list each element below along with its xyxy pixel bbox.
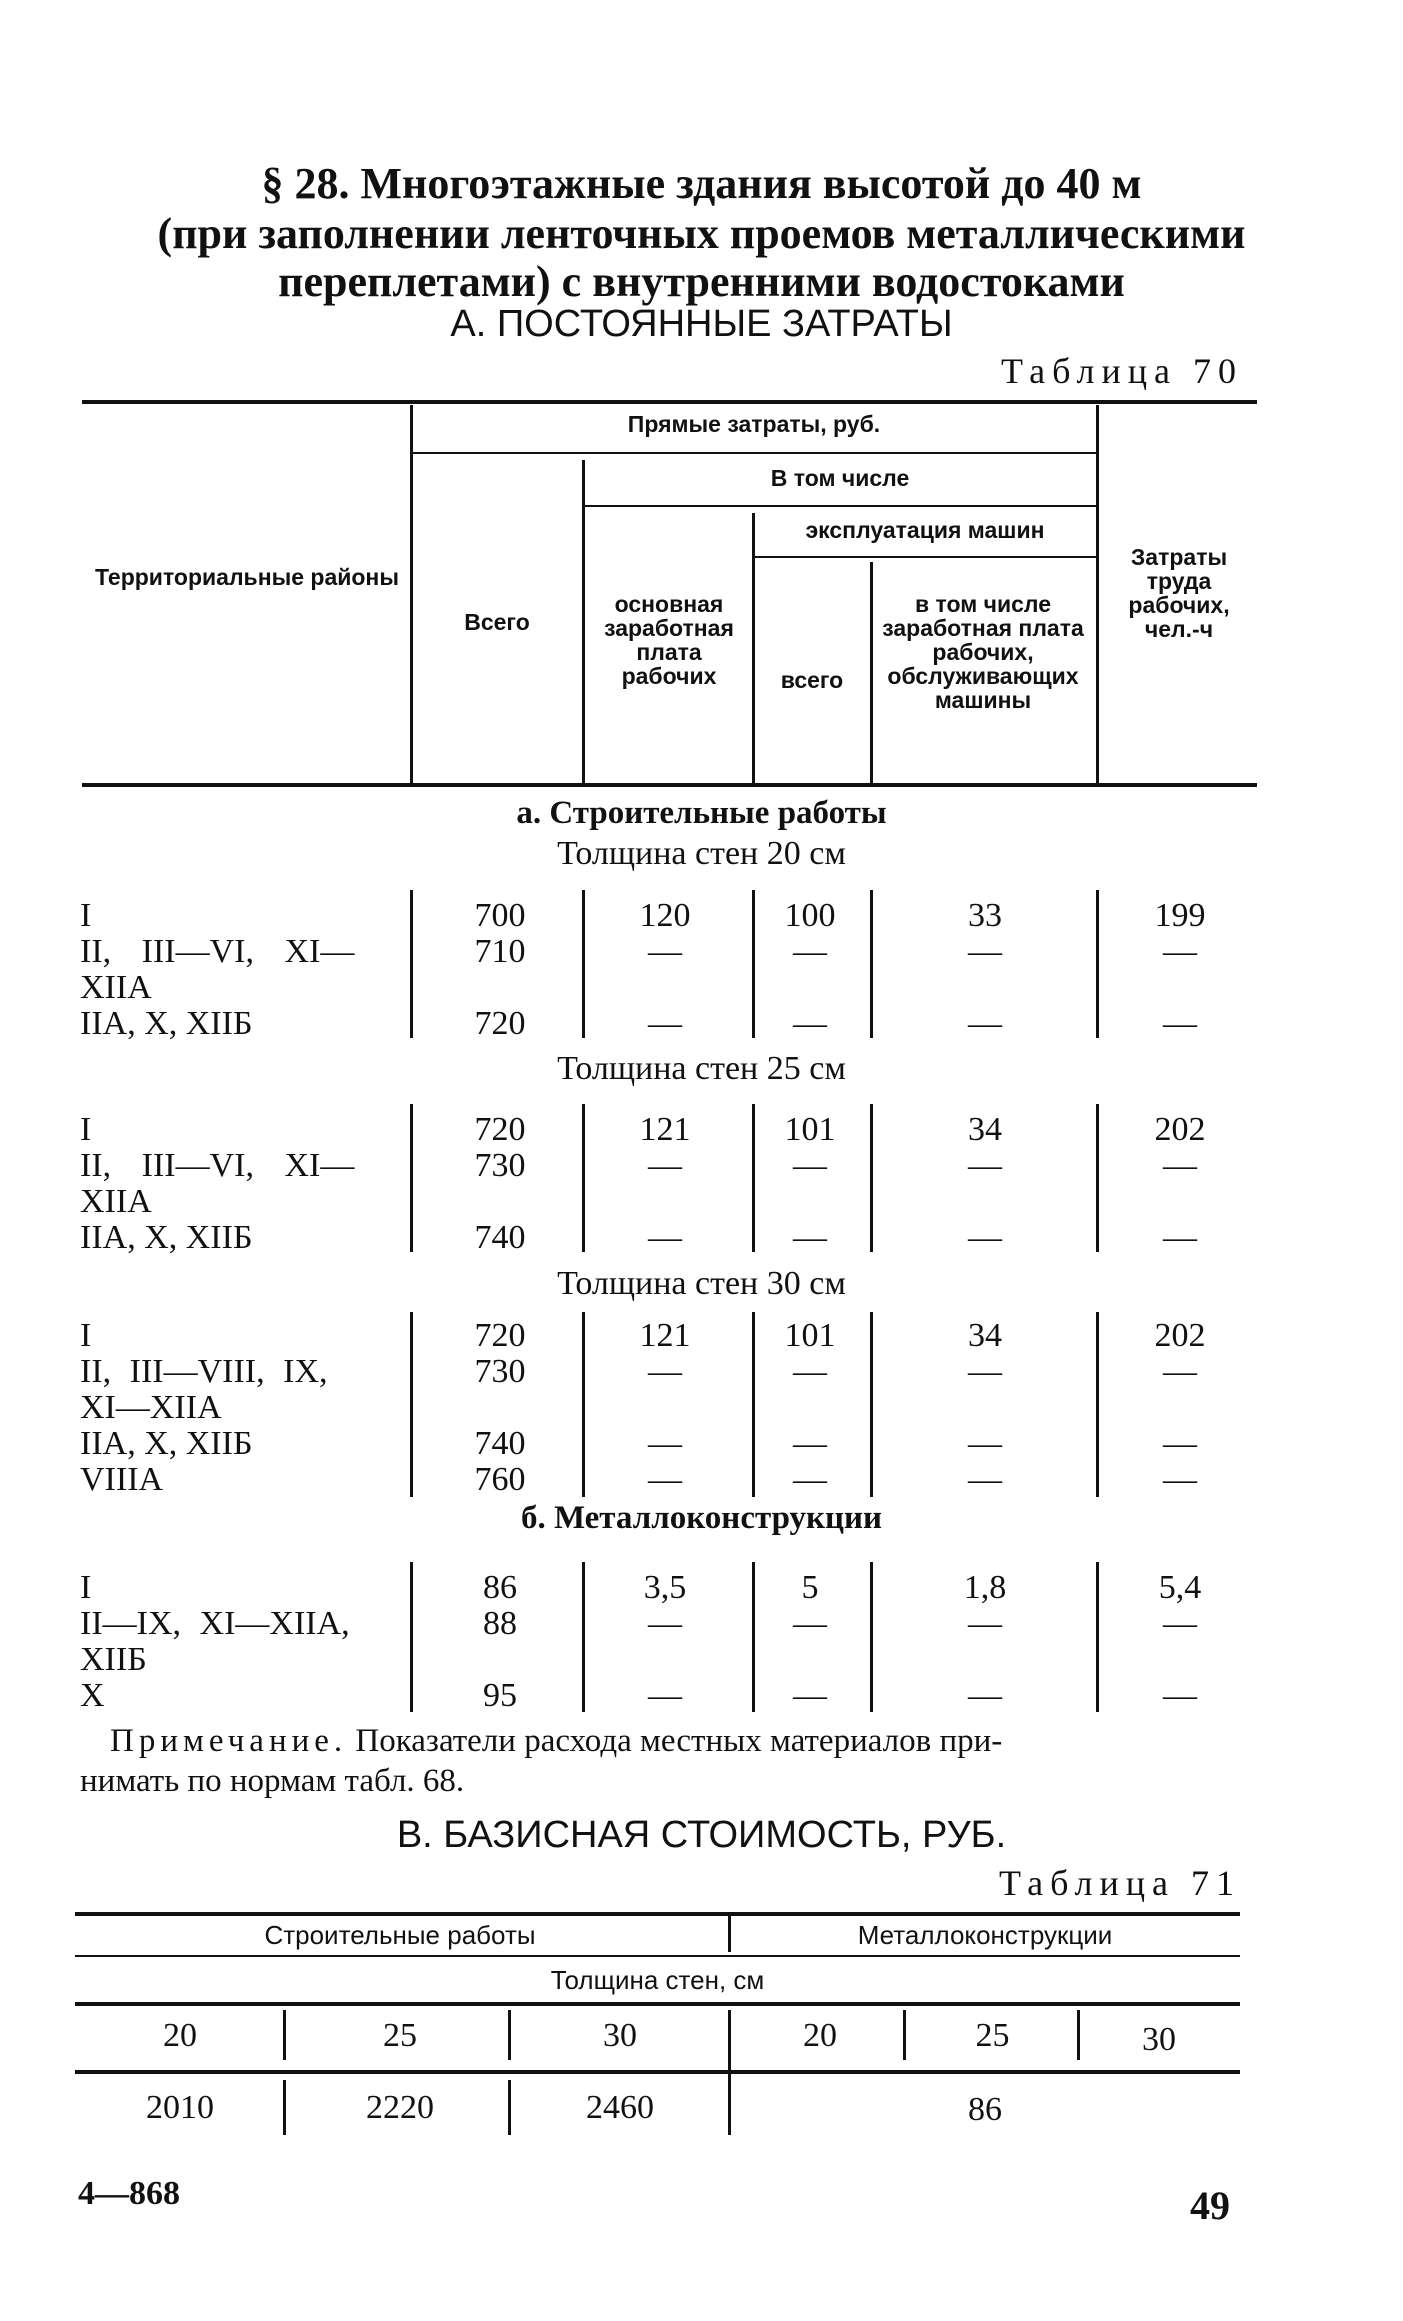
labor-value: — [1163, 1677, 1197, 1714]
header-rule [584, 505, 1096, 507]
region-name: XI—XIIА [80, 1389, 222, 1426]
header-machine-operation: эксплуатация машин [805, 517, 1045, 543]
total-value: 760 [474, 1461, 526, 1498]
total-value: 740 [474, 1425, 526, 1462]
section-title-line2: (при заполнении ленточных проемов металлическими [157, 209, 1246, 258]
subsection-title-b: В. БАЗИСНАЯ СТОИМОСТЬ, РУБ. [396, 1814, 1007, 1856]
col-divider [870, 1312, 873, 1497]
labor-value: — [1163, 1005, 1197, 1042]
machine-wage-value: — [968, 933, 1002, 970]
header-rule [754, 556, 1096, 558]
value-25: 2220 [366, 2089, 434, 2126]
total-value: 720 [474, 1317, 526, 1354]
machine-total-value: 101 [784, 1317, 836, 1354]
machine-total-value: 100 [784, 897, 836, 934]
total-value: 730 [474, 1147, 526, 1184]
machine-total-value: — [793, 1353, 827, 1390]
col-divider [870, 1562, 873, 1712]
value-metal: 86 [968, 2091, 1002, 2128]
header-including: В том числе [770, 465, 910, 491]
region-name: XIIА [80, 969, 152, 1006]
machine-wage-value: — [968, 1605, 1002, 1642]
machine-total-value: — [793, 1219, 827, 1256]
header-rule [75, 2070, 1240, 2074]
total-value: 88 [483, 1605, 517, 1642]
labor-value: — [1163, 1425, 1197, 1462]
region-name: XIIА [80, 1183, 152, 1220]
col-divider [410, 405, 413, 783]
col-divider [870, 890, 873, 1038]
region-name: I [80, 1317, 92, 1354]
col-metal-20: 20 [803, 2017, 837, 2054]
table-70-label: Таблица 70 [1001, 351, 1243, 391]
col-divider [752, 513, 755, 783]
total-value: 95 [483, 1677, 517, 1714]
col-divider [903, 2010, 906, 2060]
base-wage-value: — [648, 1147, 682, 1184]
labor-value: — [1163, 1219, 1197, 1256]
region-name: I [80, 1111, 92, 1148]
base-wage-value: — [648, 1461, 682, 1498]
region-name: I [80, 1569, 92, 1606]
col-25: 25 [383, 2017, 417, 2054]
region-name: IIА, X, XIIБ [80, 1005, 253, 1042]
machine-total-value: — [793, 1425, 827, 1462]
labor-value: 202 [1154, 1111, 1206, 1148]
col-divider [410, 890, 413, 1038]
col-divider [410, 1104, 413, 1252]
col-divider [1096, 405, 1099, 783]
header-direct-costs: Прямые затраты, руб. [627, 411, 881, 437]
base-wage-value: 121 [639, 1317, 691, 1354]
section-metal: б. Металлоконструкции [520, 1500, 883, 1536]
header-construction: Строительные работы [264, 1920, 536, 1950]
table-rule [82, 783, 1257, 787]
col-divider [870, 1104, 873, 1252]
section-title-line3: переплетами) с внутренними водостоками [278, 257, 1125, 306]
machine-total-value: — [793, 1147, 827, 1184]
machine-total-value: — [793, 933, 827, 970]
machine-wage-value: — [968, 1005, 1002, 1042]
header-machine-wage: в том числе заработная плата рабочих, обслуживающих машины [882, 591, 1084, 713]
base-wage-value: — [648, 1353, 682, 1390]
labor-value: — [1163, 1147, 1197, 1184]
machine-wage-value: — [968, 1461, 1002, 1498]
col-divider [728, 1914, 731, 1952]
col-divider [582, 1312, 585, 1497]
header-base-wage: основная заработная плата рабочих [604, 591, 734, 689]
col-divider [582, 890, 585, 1038]
col-divider [1096, 1104, 1099, 1252]
machine-wage-value: — [968, 1219, 1002, 1256]
base-wage-value: — [648, 1005, 682, 1042]
machine-wage-value: — [968, 1147, 1002, 1184]
machine-total-value: 5 [801, 1569, 819, 1606]
machine-total-value: — [793, 1677, 827, 1714]
labor-value: — [1163, 1461, 1197, 1498]
machine-wage-value: 34 [968, 1317, 1002, 1354]
machine-total-value: — [793, 1005, 827, 1042]
machine-total-value: 101 [784, 1111, 836, 1148]
header-total: Всего [464, 609, 530, 635]
machine-total-value: — [793, 1461, 827, 1498]
region-name: IIА, X, XIIБ [80, 1219, 253, 1256]
value-20: 2010 [146, 2089, 214, 2126]
header-thickness: Толщина стен, см [550, 1965, 765, 1995]
col-divider [582, 1562, 585, 1712]
labor-value: 5,4 [1158, 1569, 1202, 1606]
thickness-title: Толщина стен 25 см [557, 1050, 846, 1087]
header-rule [412, 452, 1096, 454]
col-divider [582, 1104, 585, 1252]
col-divider [410, 1562, 413, 1712]
base-wage-value: 120 [639, 897, 691, 934]
machine-total-value: — [793, 1605, 827, 1642]
base-wage-value: — [648, 1677, 682, 1714]
col-30: 30 [603, 2017, 637, 2054]
value-30: 2460 [586, 2089, 654, 2126]
section-title-line1: § 28. Многоэтажные здания высотой до 40 м [261, 159, 1142, 208]
region-name: XIIБ [80, 1641, 147, 1678]
base-wage-value: 3,5 [643, 1569, 687, 1606]
region-name: II—IX, XI—XIIА, [80, 1605, 350, 1642]
col-divider [1077, 2010, 1080, 2060]
region-name: II, III—VI, XI— [80, 1147, 355, 1184]
total-value: 730 [474, 1353, 526, 1390]
total-value: 720 [474, 1111, 526, 1148]
header-labor: Затраты труда рабочих, чел.-ч [1128, 544, 1230, 642]
col-divider [1096, 1562, 1099, 1712]
header-metal: Металлоконструкции [857, 1920, 1113, 1950]
base-wage-value: — [648, 1425, 682, 1462]
machine-wage-value: 34 [968, 1111, 1002, 1148]
machine-wage-value: 33 [968, 897, 1002, 934]
machine-wage-value: — [968, 1677, 1002, 1714]
col-divider [582, 460, 585, 783]
table-rule [75, 1912, 1240, 1916]
col-divider [752, 1104, 755, 1252]
section-construction: а. Строительные работы [516, 795, 887, 831]
total-value: 700 [474, 897, 526, 934]
region-name: X [80, 1677, 105, 1714]
header-machine-total: всего [780, 667, 844, 693]
table-rule [82, 400, 1257, 404]
col-divider [752, 890, 755, 1038]
col-metal-30: 30 [1142, 2021, 1176, 2058]
base-wage-value: — [648, 1219, 682, 1256]
thickness-title: Толщина стен 20 см [557, 835, 846, 872]
machine-wage-value: — [968, 1353, 1002, 1390]
col-divider [508, 2080, 511, 2135]
region-name: II, III—VIII, IX, [80, 1353, 328, 1390]
header-rule [75, 2002, 1240, 2006]
col-divider [283, 2010, 286, 2060]
page-number: 49 [1190, 2183, 1230, 2228]
note-line1 [110, 1722, 1002, 1760]
total-value: 710 [474, 933, 526, 970]
col-divider [410, 1312, 413, 1497]
total-value: 740 [474, 1219, 526, 1256]
header-regions: Территориальные районы [95, 564, 399, 590]
note-line2: нимать по нормам табл. 68. [80, 1763, 465, 1799]
labor-value: — [1163, 933, 1197, 970]
header-rule [75, 1955, 1240, 1957]
region-name: II, III—VI, XI— [80, 933, 355, 970]
region-name: VIIIА [80, 1461, 164, 1498]
region-name: I [80, 897, 92, 934]
note-text-1: Показатели расхода местных материалов при- [355, 1723, 1003, 1759]
col-divider [1096, 1312, 1099, 1497]
subsection-title-a: А. ПОСТОЯННЫЕ ЗАТРАТЫ [450, 303, 953, 345]
total-value: 86 [483, 1569, 517, 1606]
col-20: 20 [163, 2017, 197, 2054]
labor-value: 199 [1154, 897, 1206, 934]
col-divider [870, 562, 873, 783]
thickness-title: Толщина стен 30 см [557, 1265, 846, 1302]
col-metal-25: 25 [975, 2017, 1010, 2054]
labor-value: — [1163, 1353, 1197, 1390]
signature-mark: 4—868 [78, 2175, 180, 2212]
base-wage-value: — [648, 1605, 682, 1642]
machine-wage-value: — [968, 1425, 1002, 1462]
total-value: 720 [474, 1005, 526, 1042]
col-divider [1096, 890, 1099, 1038]
col-divider [508, 2010, 511, 2060]
base-wage-value: 121 [639, 1111, 691, 1148]
col-divider [752, 1312, 755, 1497]
note-label: Примечание. [110, 1723, 348, 1759]
col-divider [283, 2080, 286, 2135]
labor-value: 202 [1154, 1317, 1206, 1354]
labor-value: — [1163, 1605, 1197, 1642]
base-wage-value: — [648, 933, 682, 970]
table-71-label: Таблица 71 [999, 1863, 1241, 1903]
machine-wage-value: 1,8 [963, 1569, 1007, 1606]
region-name: IIА, X, XIIБ [80, 1425, 253, 1462]
col-divider [752, 1562, 755, 1712]
